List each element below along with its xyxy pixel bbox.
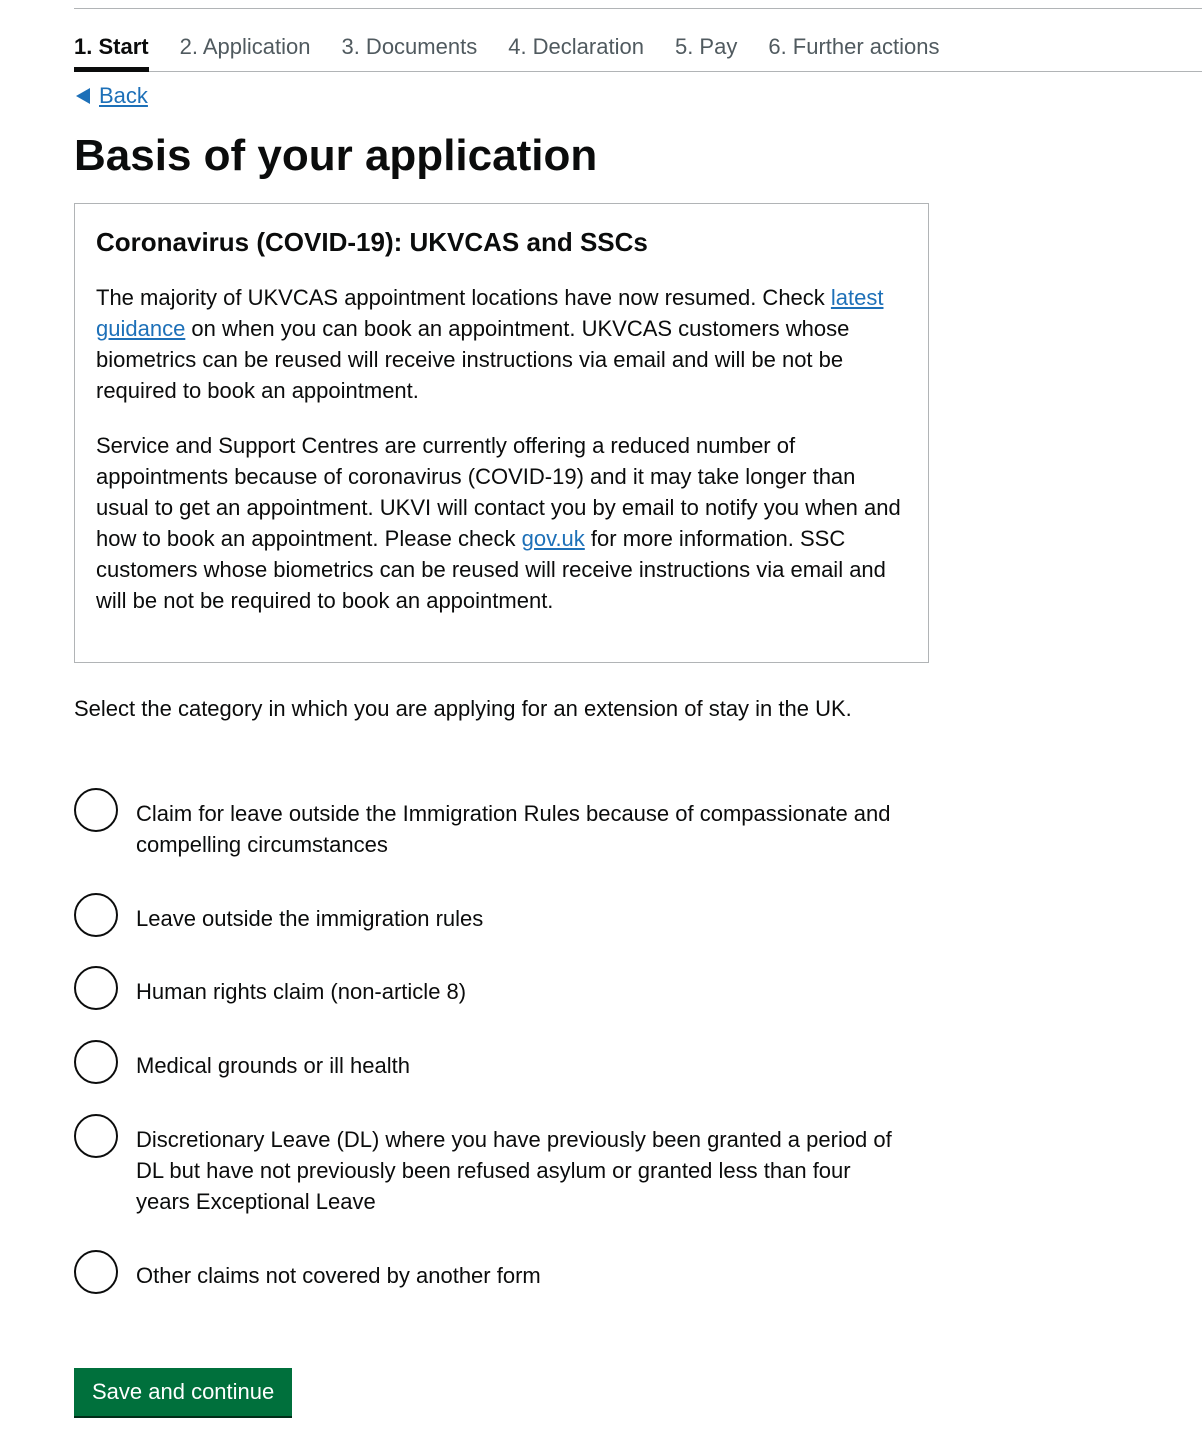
notice-p2-text-start: Service and Support Centres are currently offering a reduced number of appointments because of coronavirus (COVID-19) and it may take longer than usual to get an appointment. UKVI will contact you by email to notify you when and how to book an appointment. Please check	[96, 433, 901, 551]
radio-button-medical-grounds[interactable]	[74, 1040, 118, 1084]
back-arrow-icon	[76, 88, 90, 104]
category-prompt: Select the category in which you are applying for an extension of stay in the UK.	[74, 696, 852, 721]
radio-option-other-claims[interactable]	[74, 1250, 904, 1310]
notice-p1-text-start: The majority of UKVCAS appointment locations have now resumed. Check	[96, 285, 831, 310]
notice-paragraph-1	[96, 282, 907, 406]
notice-heading: Coronavirus (COVID-19): UKVCAS and SSCs	[96, 227, 648, 257]
notice-paragraph-2	[96, 430, 907, 616]
page-title: Basis of your application	[74, 131, 598, 180]
radio-label-compassionate[interactable]: Claim for leave outside the Immigration Rules because of compassionate and compelling circumstances	[136, 801, 891, 857]
save-and-continue-button[interactable]: Save and continue	[74, 1368, 292, 1416]
radio-button-other-claims[interactable]	[74, 1250, 118, 1294]
back-link-container	[76, 82, 148, 110]
radio-label-medical-grounds[interactable]: Medical grounds or ill health	[136, 1053, 410, 1078]
radio-label-other-claims[interactable]: Other claims not covered by another form	[136, 1263, 541, 1288]
radio-option-compassionate[interactable]	[74, 788, 904, 893]
radio-option-leave-outside-rules[interactable]	[74, 893, 904, 966]
step-further-actions[interactable]: 6. Further actions	[768, 34, 940, 59]
notice-p1-text-end: on when you can book an appointment. UKVCAS customers whose biometrics can be reused will receive instructions via email and will be not be required to book an appointment.	[96, 316, 850, 403]
radio-button-discretionary-leave[interactable]	[74, 1114, 118, 1158]
step-pay[interactable]: 5. Pay	[674, 34, 738, 59]
top-divider	[74, 8, 1202, 9]
step-application[interactable]: 2. Application	[179, 34, 311, 59]
gov-uk-link[interactable]: gov.uk	[521, 526, 585, 551]
radio-button-leave-outside-rules[interactable]	[74, 893, 118, 937]
radio-label-human-rights[interactable]: Human rights claim (non-article 8)	[136, 979, 467, 1004]
radio-button-compassionate[interactable]	[74, 788, 118, 832]
notice-p2-text-end: for more information. SSC customers whose biometrics can be reused will receive instructions via email and will be not be required to book an appointment.	[96, 526, 886, 613]
latest-guidance-link[interactable]: latest guidance	[96, 285, 884, 341]
covid-notice-panel	[74, 203, 929, 663]
step-declaration[interactable]: 4. Declaration	[508, 34, 644, 59]
radio-label-leave-outside-rules[interactable]: Leave outside the immigration rules	[136, 906, 484, 931]
progress-steps	[74, 24, 1202, 72]
radio-option-human-rights[interactable]	[74, 966, 904, 1040]
category-radio-group	[74, 788, 904, 1310]
back-link[interactable]: Back	[99, 83, 148, 108]
radio-label-discretionary-leave[interactable]: Discretionary Leave (DL) where you have previously been granted a period of DL but have not previously been refused asylum or granted less than four years Exceptional Leave	[136, 1127, 892, 1214]
radio-option-discretionary-leave[interactable]	[74, 1114, 904, 1250]
step-documents[interactable]: 3. Documents	[341, 34, 478, 59]
radio-option-medical-grounds[interactable]	[74, 1040, 904, 1114]
step-start[interactable]: 1. Start	[74, 24, 149, 72]
radio-button-human-rights[interactable]	[74, 966, 118, 1010]
